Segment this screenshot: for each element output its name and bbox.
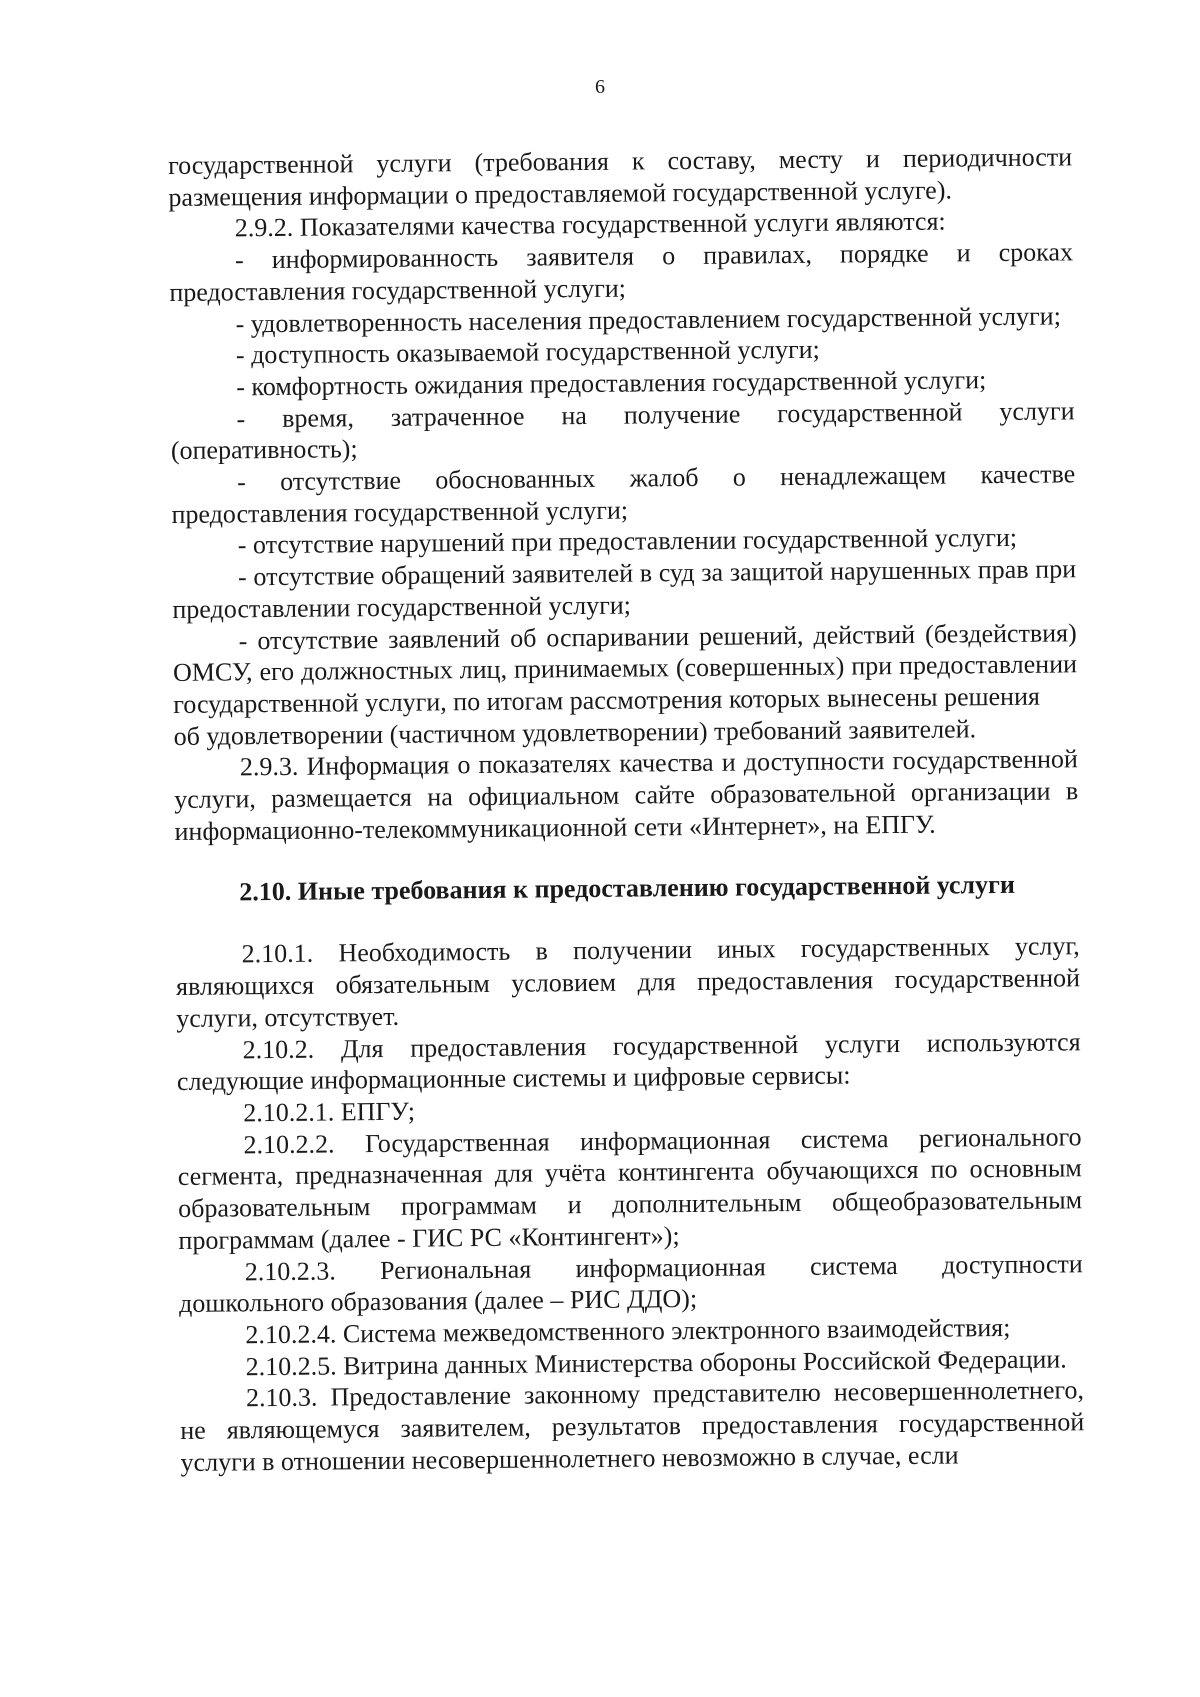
page-number: 6 [595, 76, 605, 98]
paragraph: - удовлетворенность населения предоставлением государственной услуги; [235, 300, 1062, 338]
paragraph: государственной услуги (требования к составу, месту и периодичности размещения информации о предоставляемой государственной услуге). [168, 142, 1073, 212]
paragraph: 2.10.2. Для предоставления государственной услуги используются следующие информационные системы и цифровые сервисы: [176, 1026, 1081, 1097]
section-heading: 2.10. Иные требования к предоставлению государственной услуги [239, 870, 1015, 907]
paragraph: 2.10.2.1. ЕПГУ; [243, 1096, 416, 1128]
paragraph: - отсутствие нарушений при предоставлении государственной услуги; [237, 523, 1018, 560]
document-body [168, 141, 1085, 1478]
paragraph: - время, затраченное на получение государственной услуги (оперативность); [170, 395, 1075, 466]
paragraph: - комфортность ожидания предоставления государственной услуги; [236, 365, 987, 402]
paragraph: об удовлетворении (частичном удовлетворении) требований заявителей. [173, 713, 977, 751]
paragraph: 2.10.2.3. Региональная информационная система доступности дошкольного образования (далее – РИС ДДО); [178, 1248, 1083, 1319]
paragraph: - отсутствие заявлений об оспаривании решений, действий (бездействия) ОМСУ, его должностных лиц, принимаемых (совершенных) при предоставлении государственной услуги, по итогам рассмотрения которых вынесены решения [172, 617, 1078, 719]
paragraph: - доступность оказываемой государственной услуги; [235, 334, 820, 370]
paragraph: 2.10.2.4. Система межведомственного электронного взаимодействия; [245, 1312, 1011, 1350]
paragraph: 2.9.3. Информация о показателях качества и доступности государственной услуги, размещается на официальном сайте образовательной организации в информационно-телекоммуникационной сети «Интернет», на ЕПГУ. [174, 744, 1079, 846]
paragraph: 2.10.2.5. Витрина данных Министерства обороны Российской Федерации. [245, 1344, 1067, 1381]
paragraph-block-top [168, 141, 1079, 847]
paragraph: 2.10.3. Предоставление законному представителю несовершеннолетнего, не являющемуся заявителем, результатов предоставления государственной услуги в отношении несовершеннолетнего невозможно в случае, если [180, 1375, 1085, 1477]
paragraph: 2.10.1. Необходимость в получении иных государственных услуг, являющихся обязательным условием для предоставления государственной услуги, отсутствует. [175, 931, 1081, 1033]
paragraph: - отсутствие обращений заявителей в суд за защитой нарушенных прав при предоставлении государственной услуги; [172, 554, 1077, 624]
paragraph: - отсутствие обоснованных жалоб о ненадлежащем качестве предоставления государственной услуги; [171, 459, 1076, 529]
paragraph: 2.10.2.2. Государственная информационная система регионального сегмента, предназначенная для учёта контингента обучающихся по основным образовательным программам и дополнительным общеобразовательным программам (далее - ГИС РС «Контингент»); [177, 1121, 1083, 1255]
paragraph: - информированность заявителя о правилах, порядке и сроках предоставления государственной услуги; [169, 237, 1074, 307]
paragraph-block-bottom [176, 931, 1085, 1479]
paragraph: 2.9.2. Показателями качества государственной услуги являются: [234, 206, 946, 243]
